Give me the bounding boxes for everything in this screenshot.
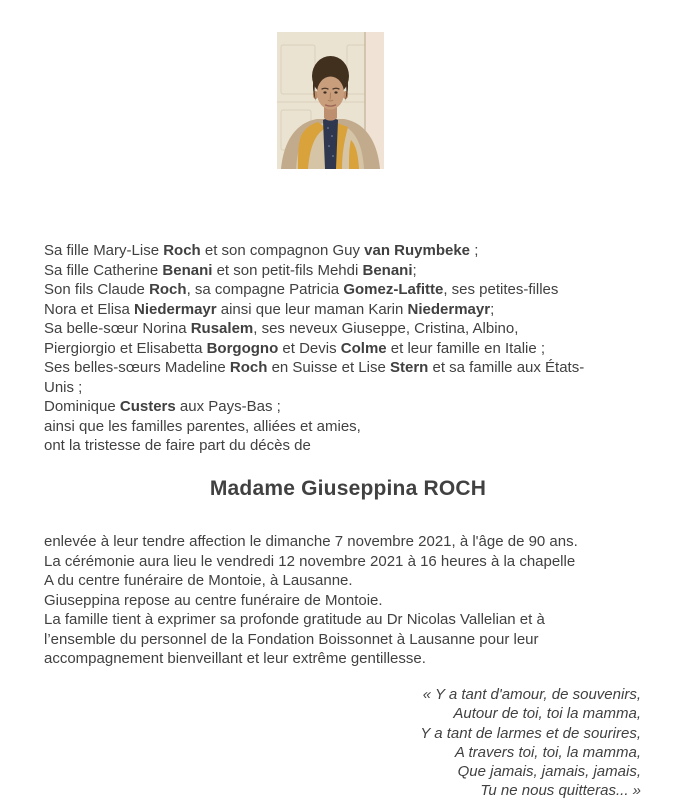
text-line: enlevée à leur tendre affection le dimanche 7 novembre 2021, à l'âge de 90 ans. — [44, 533, 578, 550]
text-line: La cérémonie aura lieu le vendredi 12 novembre 2021 à 16 heures à la chapelle — [44, 552, 576, 570]
text-line: A du centre funéraire de Montoie, à Lausanne. — [44, 572, 353, 589]
family-announcement-text — [44, 241, 584, 456]
text-line: ainsi que les familles parentes, alliées et amies, — [44, 417, 361, 435]
text-line: A travers toi, toi, la mamma, — [454, 743, 641, 761]
text-line: Piergiorgio et Elisabetta Borgogno et Devis Colme et leur famille en Italie ; — [44, 339, 546, 357]
text-line: Sa fille Catherine Benani et son petit-fils Mehdi Benani; — [44, 261, 417, 279]
text-line: Nora et Elisa Niedermayr ainsi que leur maman Karin Niedermayr; — [44, 300, 495, 318]
ceremony-details-text — [44, 532, 578, 669]
deceased-name-title: Madame Giuseppina ROCH — [209, 477, 487, 500]
text-line: ont la tristesse de faire part du décès de — [44, 437, 311, 454]
text-line: Son fils Claude Roch, sa compagne Patricia Gomez-Lafitte, ses petites-filles — [44, 281, 559, 298]
text-line: Que jamais, jamais, jamais, — [457, 763, 641, 781]
text-line: accompagnement bienveillant et leur extrême gentillesse. — [44, 650, 426, 667]
memorial-poem — [420, 685, 641, 800]
text-line: l’ensemble du personnel de la Fondation Boissonnet à Lausanne pour leur — [44, 630, 539, 648]
text-line: « Y a tant d'amour, de souvenirs, — [422, 686, 641, 703]
text-line: Dominique Custers aux Pays-Bas ; — [44, 398, 281, 415]
text-line: Ses belles-sœurs Madeline Roch en Suisse et Lise Stern et sa famille aux États- — [44, 359, 585, 376]
text-line: La famille tient à exprimer sa profonde gratitude au Dr Nicolas Vallelian et à — [44, 611, 545, 628]
text-line: Unis ; — [44, 378, 83, 396]
text-line: Autour de toi, toi la mamma, — [453, 705, 641, 723]
text-line: Y a tant de larmes et de sourires, — [420, 724, 641, 742]
portrait-photo-illustration — [277, 32, 384, 169]
text-line: Giuseppina repose au centre funéraire de Montoie. — [44, 591, 383, 609]
text-line: Sa belle-sœur Norina Rusalem, ses neveux Giuseppe, Cristina, Albino, — [44, 320, 519, 337]
portrait-photo — [277, 32, 384, 169]
blouse — [323, 117, 338, 170]
text-line: Sa fille Mary-Lise Roch et son compagnon Guy van Ruymbeke ; — [44, 242, 479, 259]
text-line: Tu ne nous quitteras... » — [480, 782, 641, 800]
